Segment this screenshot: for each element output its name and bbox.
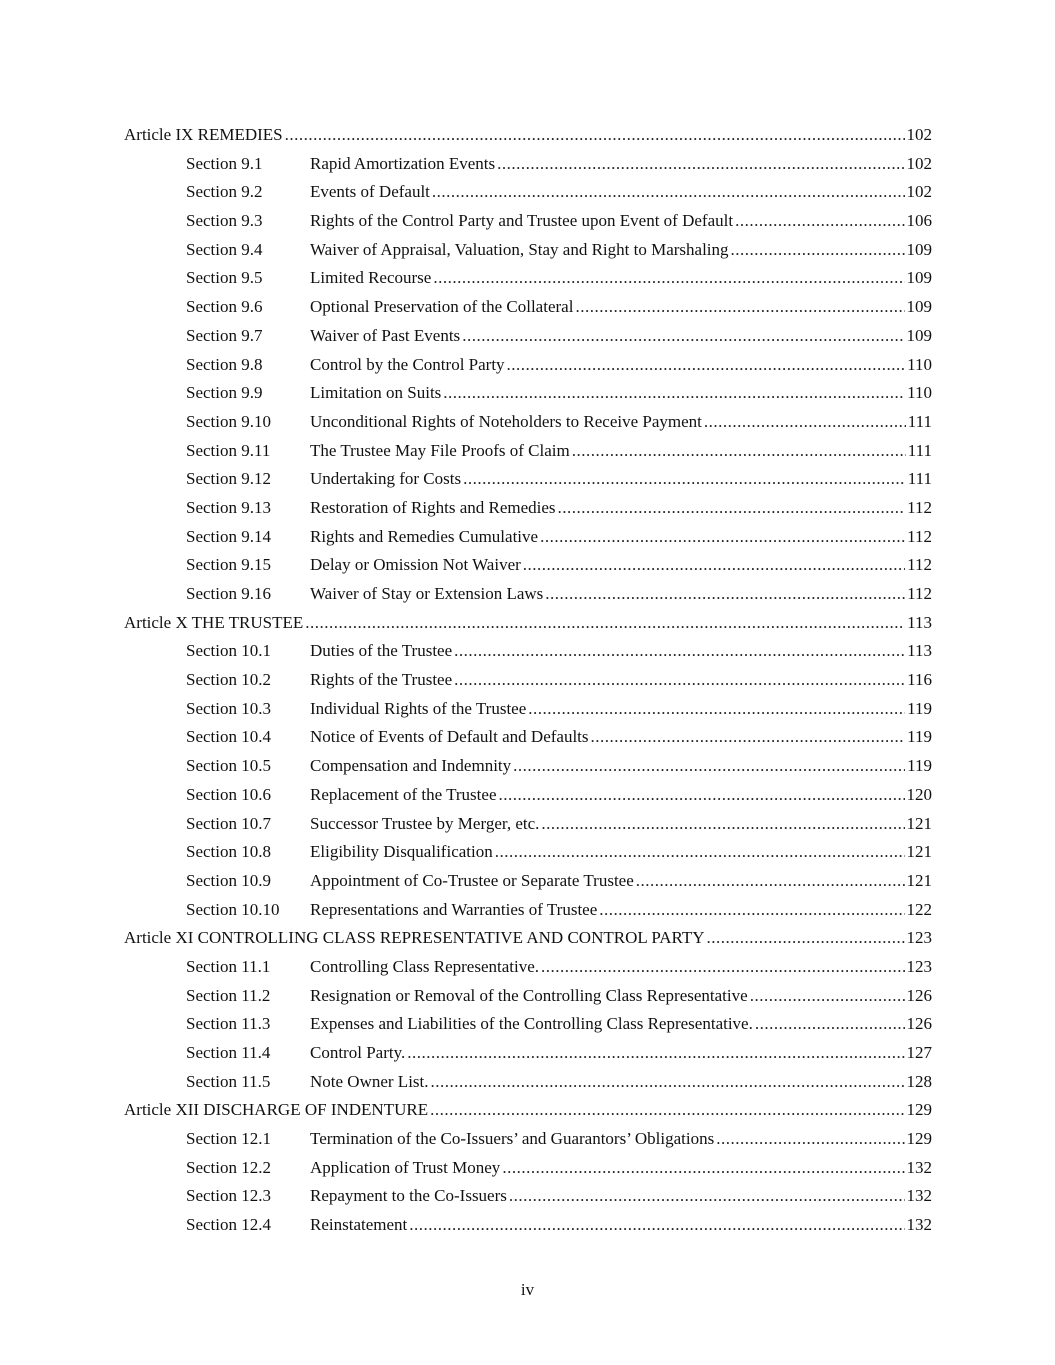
toc-section-title: Application of Trust Money bbox=[310, 1157, 501, 1177]
toc-page-number: 126 bbox=[906, 985, 932, 1005]
toc-section-row bbox=[124, 695, 932, 724]
dot-leader bbox=[572, 437, 906, 466]
toc-section-number: Section 9.3 bbox=[186, 211, 263, 231]
toc-page-number: 102 bbox=[906, 153, 932, 173]
dot-leader bbox=[407, 1039, 904, 1068]
toc-section-title: Limitation on Suits bbox=[310, 383, 442, 403]
toc-section-number: Section 9.10 bbox=[186, 411, 271, 431]
toc-page-number: 111 bbox=[907, 440, 932, 460]
toc-section-title: Termination of the Co-Issuers’ and Guarantors’ Obligations bbox=[310, 1129, 715, 1149]
dot-leader bbox=[463, 465, 906, 494]
toc-article-title: Article XI CONTROLLING CLASS REPRESENTATIVE AND CONTROL PARTY bbox=[124, 928, 705, 948]
toc-section-title: Controlling Class Representative. bbox=[310, 956, 539, 976]
toc-section-number: Section 10.2 bbox=[186, 670, 271, 690]
toc-section-row bbox=[124, 1211, 932, 1240]
toc-section-title: Limited Recourse bbox=[310, 268, 432, 288]
toc-page-number: 109 bbox=[906, 268, 932, 288]
dot-leader bbox=[502, 1154, 904, 1183]
dot-leader bbox=[704, 408, 906, 437]
toc-section-title: Notice of Events of Default and Defaults bbox=[310, 727, 589, 747]
toc-section-number: Section 9.16 bbox=[186, 584, 271, 603]
dot-leader bbox=[523, 551, 905, 580]
toc-section-title: Replacement of the Trustee bbox=[310, 784, 497, 804]
toc-section-number: Section 11.5 bbox=[186, 1071, 271, 1091]
toc-section-number: Section 10.7 bbox=[186, 813, 271, 833]
dot-leader bbox=[462, 322, 904, 351]
dot-leader bbox=[750, 982, 905, 1011]
dot-leader bbox=[499, 781, 905, 810]
toc-page-number: 122 bbox=[906, 899, 932, 919]
toc-page-number: 132 bbox=[906, 1215, 932, 1235]
dot-leader bbox=[432, 178, 905, 207]
toc-page-number: 121 bbox=[906, 842, 932, 862]
toc-page-number: 116 bbox=[907, 670, 932, 690]
toc-section-row bbox=[124, 322, 932, 351]
toc-section-row bbox=[124, 178, 932, 207]
toc-section-row bbox=[124, 351, 932, 380]
dot-leader bbox=[599, 896, 904, 925]
dot-leader bbox=[509, 1182, 905, 1211]
toc-section-number: Section 11.3 bbox=[186, 1014, 271, 1034]
dot-leader bbox=[285, 121, 905, 150]
toc-section-number: Section 10.1 bbox=[186, 641, 271, 661]
toc-page-number: 123 bbox=[906, 956, 932, 976]
toc-section-number: Section 10.6 bbox=[186, 784, 271, 804]
toc-section-title: Successor Trustee by Merger, etc. bbox=[310, 813, 540, 833]
toc-section-title: Duties of the Trustee bbox=[310, 641, 453, 661]
toc-article-row bbox=[124, 924, 932, 953]
toc-article-title: Article XII DISCHARGE OF INDENTURE bbox=[124, 1100, 429, 1120]
toc-page-number: 106 bbox=[906, 211, 932, 231]
dot-leader bbox=[591, 723, 906, 752]
toc-section-number: Section 9.6 bbox=[186, 297, 263, 317]
dot-leader bbox=[409, 1211, 904, 1240]
toc-section-title: Repayment to the Co-Issuers bbox=[310, 1186, 507, 1206]
toc-section-title: Undertaking for Costs bbox=[310, 469, 462, 489]
dot-leader bbox=[497, 150, 904, 179]
toc-section-title: Appointment of Co-Trustee or Separate Trustee bbox=[310, 870, 634, 890]
dot-leader bbox=[305, 609, 905, 638]
dot-leader bbox=[541, 810, 904, 839]
toc-section-row bbox=[124, 551, 932, 580]
dot-leader bbox=[443, 379, 905, 408]
toc-section-row bbox=[124, 207, 932, 236]
toc-page-number: 102 bbox=[906, 125, 932, 144]
dot-leader bbox=[731, 236, 905, 265]
toc-section-number: Section 9.1 bbox=[186, 153, 263, 173]
dot-leader bbox=[735, 207, 904, 236]
dot-leader bbox=[755, 1010, 905, 1039]
dot-leader bbox=[454, 666, 905, 695]
toc-section-title: Events of Default bbox=[310, 182, 430, 202]
toc-section-number: Section 9.4 bbox=[186, 239, 263, 259]
toc-article-row bbox=[124, 1096, 932, 1125]
toc-page-number: 119 bbox=[907, 727, 932, 747]
toc-section-title: Representations and Warranties of Trustee bbox=[310, 899, 598, 919]
toc-section-title: Delay or Omission Not Waiver bbox=[310, 555, 521, 575]
toc-section-row bbox=[124, 150, 932, 179]
toc-section-title: Expenses and Liabilities of the Controlling Class Representative. bbox=[310, 1014, 753, 1034]
toc-section-number: Section 9.13 bbox=[186, 497, 271, 517]
toc-page-number: 102 bbox=[906, 182, 932, 202]
toc-section-title: Unconditional Rights of Noteholders to Receive Payment bbox=[310, 411, 702, 431]
toc-section-number: Section 10.4 bbox=[186, 727, 271, 747]
toc-section-title: Waiver of Stay or Extension Laws bbox=[310, 584, 544, 603]
toc-section-row bbox=[124, 236, 932, 265]
dot-leader bbox=[454, 637, 905, 666]
toc-section-title: Rights and Remedies Cumulative bbox=[310, 526, 539, 546]
toc-page-number: 132 bbox=[906, 1157, 932, 1177]
toc-section-row bbox=[124, 1068, 932, 1097]
toc-section-row bbox=[124, 1010, 932, 1039]
toc-section-number: Section 10.10 bbox=[186, 899, 280, 919]
dot-leader bbox=[507, 351, 906, 380]
toc-section-title: Restoration of Rights and Remedies bbox=[310, 497, 556, 517]
toc-section-number: Section 9.12 bbox=[186, 469, 271, 489]
toc-section-row bbox=[124, 896, 932, 925]
toc-page-number: 109 bbox=[906, 297, 932, 317]
toc-section-title: Individual Rights of the Trustee bbox=[310, 698, 527, 718]
toc-article-row bbox=[124, 121, 932, 150]
toc-page-number: 126 bbox=[906, 1014, 932, 1034]
toc-page-number: 113 bbox=[907, 612, 932, 632]
toc-section-number: Section 9.15 bbox=[186, 555, 271, 575]
toc-page-number: 110 bbox=[907, 354, 932, 374]
toc-section-row bbox=[124, 838, 932, 867]
toc-section-row bbox=[124, 810, 932, 839]
toc-section-row bbox=[124, 465, 932, 494]
toc-section-row bbox=[124, 752, 932, 781]
dot-leader bbox=[431, 1068, 905, 1097]
toc-section-row bbox=[124, 379, 932, 408]
dot-leader bbox=[540, 523, 905, 552]
dot-leader bbox=[495, 838, 905, 867]
toc-page-number: 119 bbox=[907, 756, 932, 776]
dot-leader bbox=[575, 293, 904, 322]
toc-section-title: Waiver of Past Events bbox=[310, 325, 461, 345]
toc-section-number: Section 11.2 bbox=[186, 985, 271, 1005]
toc-page-number: 113 bbox=[907, 641, 932, 661]
toc-section-number: Section 12.3 bbox=[186, 1186, 271, 1206]
toc-section-number: Section 11.4 bbox=[186, 1043, 271, 1062]
toc-section-row bbox=[124, 408, 932, 437]
toc-section-number: Section 9.11 bbox=[186, 440, 271, 460]
toc-section-title: The Trustee May File Proofs of Claim bbox=[310, 440, 570, 460]
dot-leader bbox=[716, 1125, 904, 1154]
toc-section-number: Section 10.3 bbox=[186, 698, 271, 718]
toc-section-title: Control Party. bbox=[310, 1043, 406, 1062]
toc-page-number: 111 bbox=[907, 411, 932, 431]
toc-section-number: Section 9.2 bbox=[186, 182, 263, 202]
toc-section-number: Section 12.4 bbox=[186, 1215, 271, 1235]
table-of-contents bbox=[124, 121, 932, 1240]
toc-page-number: 127 bbox=[906, 1043, 932, 1062]
toc-section-title: Compensation and Indemnity bbox=[310, 756, 512, 776]
toc-page-number: 129 bbox=[906, 1129, 932, 1149]
dot-leader bbox=[545, 580, 905, 609]
toc-section-row bbox=[124, 982, 932, 1011]
toc-section-number: Section 9.5 bbox=[186, 268, 263, 288]
toc-section-number: Section 10.5 bbox=[186, 756, 271, 776]
toc-page-number: 109 bbox=[906, 325, 932, 345]
toc-section-row bbox=[124, 494, 932, 523]
toc-page-number: 121 bbox=[906, 813, 932, 833]
toc-section-title: Rights of the Control Party and Trustee upon Event of Default bbox=[310, 211, 734, 231]
toc-section-row bbox=[124, 867, 932, 896]
dot-leader bbox=[528, 695, 905, 724]
toc-page-number: 112 bbox=[907, 497, 932, 517]
toc-section-row bbox=[124, 1039, 932, 1068]
toc-page-number: 121 bbox=[906, 870, 932, 890]
toc-section-row bbox=[124, 953, 932, 982]
toc-section-row bbox=[124, 1182, 932, 1211]
page-number: iv bbox=[520, 1280, 535, 1299]
toc-section-number: Section 12.1 bbox=[186, 1129, 271, 1149]
toc-section-title: Resignation or Removal of the Controlling Class Representative bbox=[310, 985, 748, 1005]
dot-leader bbox=[541, 953, 905, 982]
toc-section-number: Section 10.8 bbox=[186, 842, 271, 862]
toc-section-title: Optional Preservation of the Collateral bbox=[310, 297, 574, 317]
toc-section-number: Section 10.9 bbox=[186, 870, 271, 890]
dot-leader bbox=[558, 494, 906, 523]
toc-section-row bbox=[124, 1125, 932, 1154]
toc-section-row bbox=[124, 523, 932, 552]
dot-leader bbox=[636, 867, 905, 896]
toc-section-number: Section 9.7 bbox=[186, 325, 263, 345]
toc-section-row bbox=[124, 580, 932, 609]
toc-article-title: Article IX REMEDIES bbox=[124, 125, 283, 144]
toc-page-number: 111 bbox=[907, 469, 932, 489]
toc-page-number: 119 bbox=[907, 698, 932, 718]
toc-section-row bbox=[124, 723, 932, 752]
toc-section-row bbox=[124, 637, 932, 666]
dot-leader bbox=[513, 752, 905, 781]
toc-page-number: 110 bbox=[907, 383, 932, 403]
toc-section-title: Reinstatement bbox=[310, 1215, 408, 1235]
toc-section-number: Section 12.2 bbox=[186, 1157, 271, 1177]
toc-page-number: 132 bbox=[906, 1186, 932, 1206]
toc-page-number: 109 bbox=[906, 239, 932, 259]
toc-page-number: 120 bbox=[906, 784, 932, 804]
toc-article-row bbox=[124, 609, 932, 638]
toc-section-row bbox=[124, 666, 932, 695]
toc-section-row bbox=[124, 437, 932, 466]
dot-leader bbox=[707, 924, 905, 953]
toc-section-row bbox=[124, 293, 932, 322]
toc-section-number: Section 9.8 bbox=[186, 354, 263, 374]
toc-page-number: 128 bbox=[906, 1071, 932, 1091]
toc-page-number: 123 bbox=[906, 928, 932, 948]
toc-page-number: 129 bbox=[906, 1100, 932, 1120]
toc-section-number: Section 9.9 bbox=[186, 383, 263, 403]
toc-section-title: Control by the Control Party bbox=[310, 354, 505, 374]
toc-article-title: Article X THE TRUSTEE bbox=[124, 612, 304, 632]
dot-leader bbox=[433, 264, 904, 293]
toc-section-title: Rapid Amortization Events bbox=[310, 153, 496, 173]
toc-section-title: Waiver of Appraisal, Valuation, Stay and Right to Marshaling bbox=[310, 239, 729, 259]
toc-section-row bbox=[124, 781, 932, 810]
toc-section-row bbox=[124, 264, 932, 293]
toc-section-number: Section 11.1 bbox=[186, 956, 271, 976]
toc-page-number: 112 bbox=[907, 555, 932, 575]
toc-page-number: 112 bbox=[907, 526, 932, 546]
toc-section-title: Note Owner List. bbox=[310, 1071, 429, 1091]
toc-section-number: Section 9.14 bbox=[186, 526, 271, 546]
toc-section-title: Rights of the Trustee bbox=[310, 670, 453, 690]
toc-section-title: Eligibility Disqualification bbox=[310, 842, 493, 862]
dot-leader bbox=[430, 1096, 904, 1125]
toc-section-row bbox=[124, 1154, 932, 1183]
toc-page-number: 112 bbox=[907, 584, 932, 603]
